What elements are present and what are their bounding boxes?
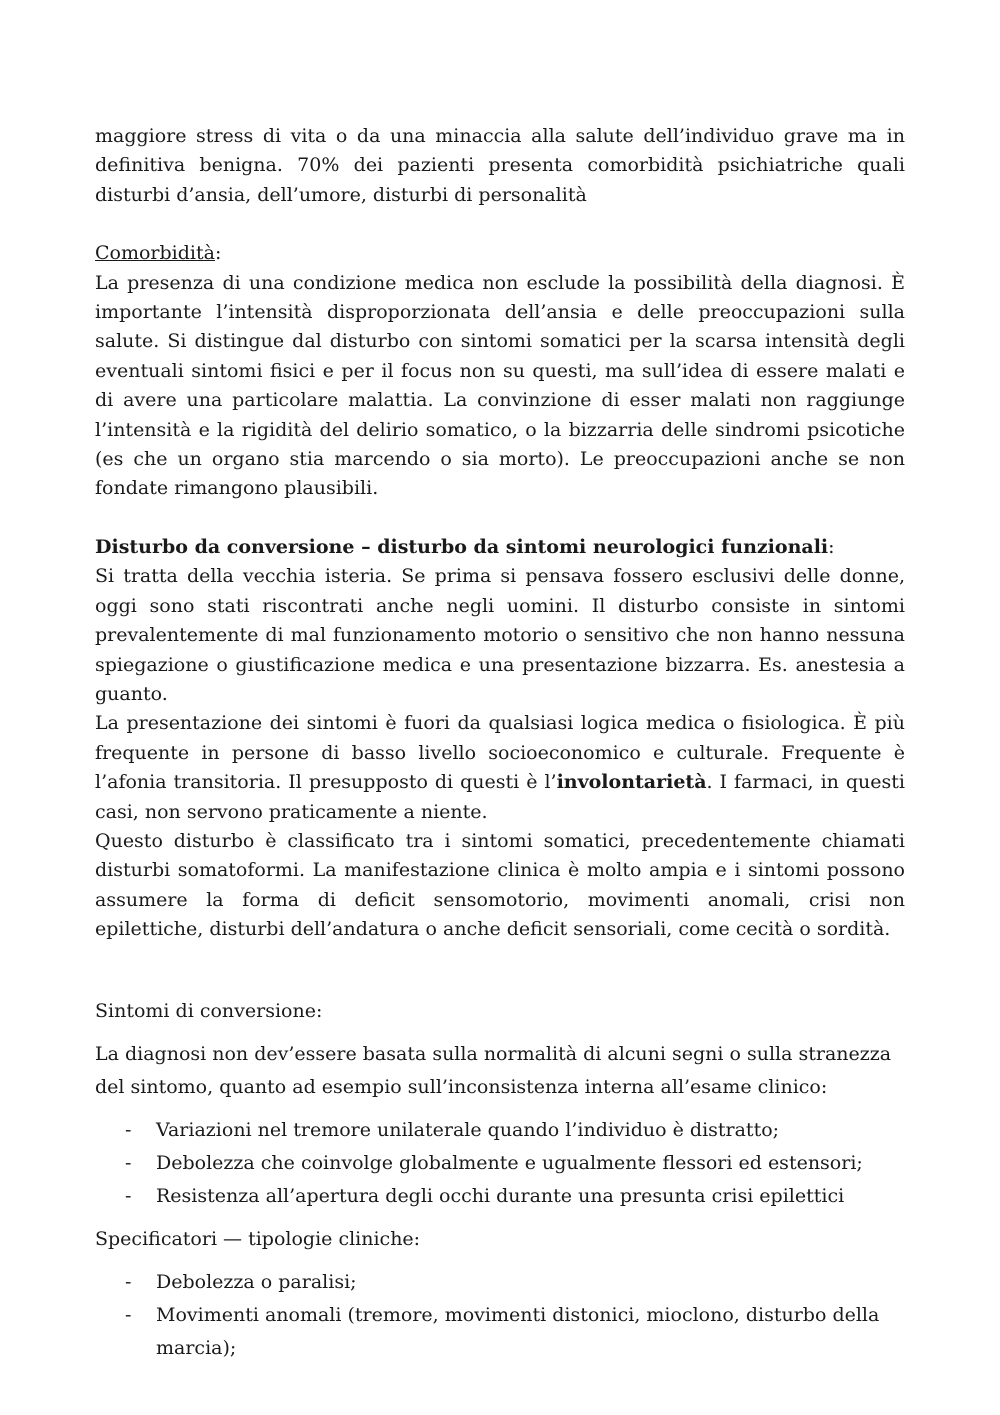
sintomi-heading: Sintomi di conversione:	[95, 999, 323, 1022]
list-item	[95, 1180, 905, 1213]
comorbidita-title: Comorbidità	[95, 242, 215, 265]
spacer	[95, 1256, 905, 1266]
spacer	[95, 1028, 905, 1038]
conversione-p2-text-b: . I farmaci, in questi casi, non servono praticamente a niente.	[95, 771, 905, 823]
intro-paragraph: maggiore stress di vita o da una minaccia alla salute dell’individuo grave ma in definitiva benigna. 70% dei pazienti presenta comorbidità psichiatriche quali disturbi d’ansia, dell’umore, disturbi di personalità	[95, 125, 905, 206]
conversione-title: Disturbo da conversione – disturbo da sintomi neurologici funzionali	[95, 535, 829, 558]
spacer	[95, 1213, 905, 1223]
list-item	[95, 1114, 905, 1147]
conversione-paragraph-3: Questo disturbo è classificato tra i sintomi somatici, precedentemente chiamati disturbi somatoformi. La manifestazione clinica è molto ampia e i sintomi possono assumere la forma di deficit sensomotorio, movimenti anomali, crisi non epilettiche, disturbi dell’andatura o anche deficit sensoriali, come cecità o sordità.	[95, 829, 905, 941]
sintomi-paragraph: La diagnosi non dev’essere basata sulla normalità di alcuni segni o sulla stranezza del sintomo, quanto ad esempio sull’inconsistenza interna all’esame clinico:	[95, 1042, 892, 1098]
comorbidita-heading	[95, 239, 905, 268]
conversione-paragraph-2	[95, 709, 905, 827]
comorbidita-colon: :	[214, 242, 222, 265]
spacer	[95, 945, 905, 995]
dash-bullet: -	[125, 1270, 132, 1293]
dash-bullet: -	[125, 1151, 132, 1174]
spacer	[95, 1104, 905, 1114]
comorbidita-paragraph: La presenza di una condizione medica non esclude la possibilità della diagnosi. È importante l’intensità disproporzionata dell’ansia e delle preoccupazioni sulla salute. Si distingue dal disturbo con sintomi somatici per la scarsa intensità degli eventuali sintomi fisici e per il focus non su questi, ma sull’idea di essere malati e di avere una particolare malattia. La convinzione di esser malati non raggiunge l’intensità e la rigidità del delirio somatico, o la bizzarria delle sindromi psicotiche (es che un organo stia marcendo o sia morto). Le preoccupazioni anche se non fondate rimangono plausibili.	[95, 271, 905, 500]
dash-bullet: -	[125, 1303, 132, 1326]
conversione-p2-text-a: La presentazione dei sintomi è fuori da qualsiasi logica medica o fisiologica. È più frequente in persone di basso livello socioeconomico e culturale. Frequente è l’afonia transitoria. Il presupposto di questi è l’	[95, 712, 905, 794]
specificatori-list	[95, 1266, 905, 1365]
sintomi-list	[95, 1114, 905, 1213]
conversione-heading	[95, 533, 905, 562]
document-page	[95, 122, 905, 1365]
conversione-paragraph-1: Si tratta della vecchia isteria. Se prima si pensava fossero esclusivi delle donne, oggi sono stati riscontrati anche negli uomini. Il disturbo consiste in sintomi prevalentemente di mal funzionamento motorio o sensitivo che non hanno nessuna spiegazione o giustificazione medica e una presentazione bizzarra. Es. anestesia a guanto.	[95, 565, 905, 705]
dash-bullet: -	[125, 1118, 132, 1141]
list-item	[95, 1147, 905, 1180]
list-item-text: Debolezza o paralisi;	[156, 1270, 357, 1293]
list-item	[95, 1299, 905, 1365]
list-item-text: Variazioni nel tremore unilaterale quando l’individuo è distratto;	[156, 1118, 780, 1141]
dash-bullet: -	[125, 1184, 132, 1207]
list-item-text: Debolezza che coinvolge globalmente e ugualmente flessori ed estensori;	[156, 1151, 863, 1174]
spacer	[95, 210, 905, 239]
conversione-p2-bold: involontarietà	[556, 771, 707, 794]
conversione-colon: :	[828, 535, 835, 558]
specificatori-heading: Specificatori — tipologie cliniche:	[95, 1227, 421, 1250]
list-item-text: Resistenza all’apertura degli occhi durante una presunta crisi epilettici	[156, 1184, 845, 1207]
spacer	[95, 504, 905, 533]
list-item-text: Movimenti anomali (tremore, movimenti distonici, mioclono, disturbo della marcia);	[156, 1303, 880, 1359]
list-item	[95, 1266, 905, 1299]
